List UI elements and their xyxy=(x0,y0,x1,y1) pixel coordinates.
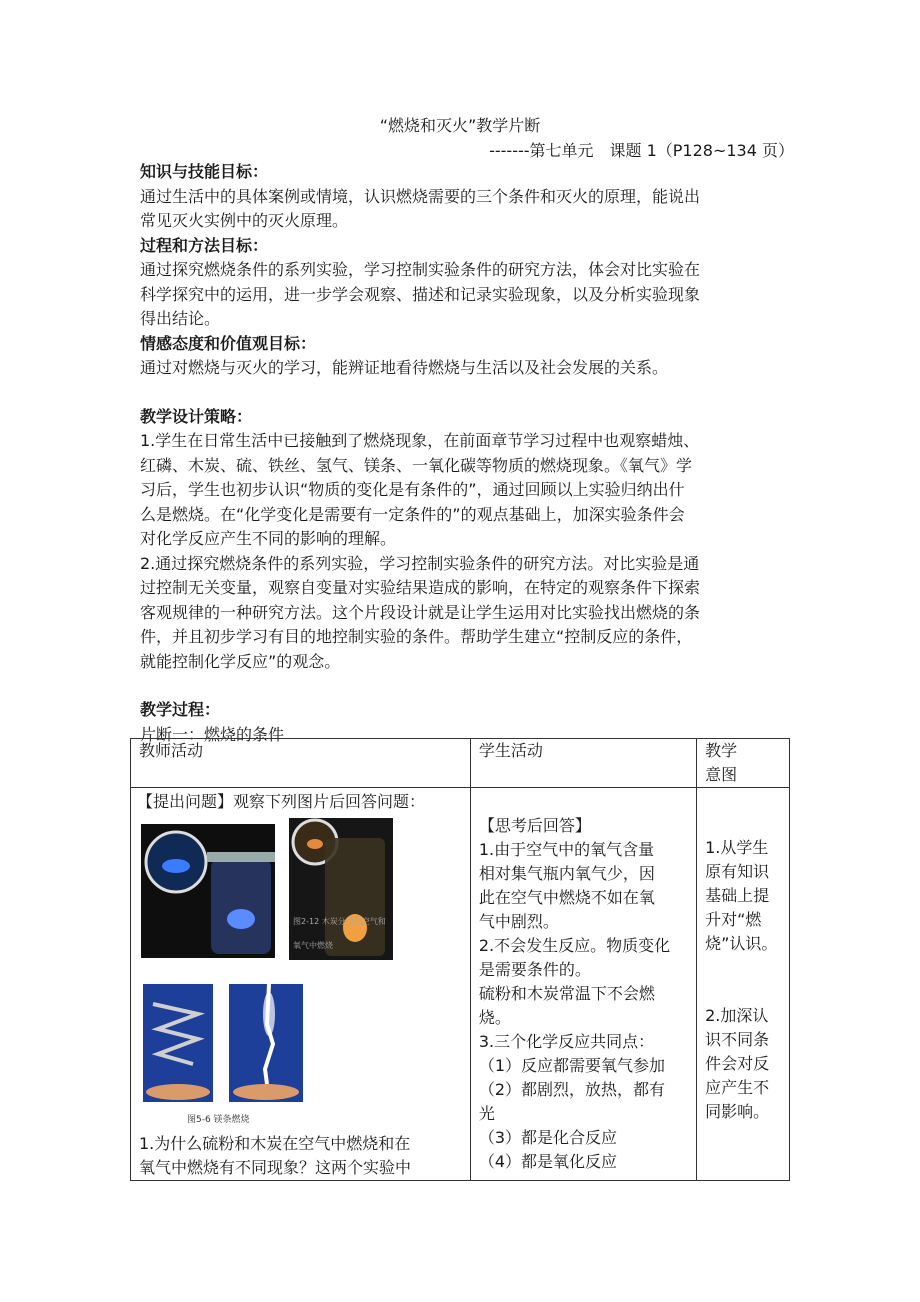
student-line: （3）都是化合反应 xyxy=(478,1128,617,1147)
strategy-line: 习后，学生也初步认识“物质的变化是有条件的”，通过回顾以上实验归纳出什 xyxy=(140,480,685,499)
intent-line: 同影响。 xyxy=(705,1102,770,1121)
student-activity-cell xyxy=(470,788,696,1181)
coil-illustration xyxy=(143,984,213,1102)
question-line: 氧气中燃烧有不同现象？这两个实验中 xyxy=(139,1158,412,1177)
process-goal-line: 得出结论。 xyxy=(140,309,221,328)
strategy-line: 客观规律的一种研究方法。这个片段设计就是让学生运用对比实验找出燃烧的条 xyxy=(140,602,701,622)
spacer xyxy=(140,674,790,698)
burning-strip-illustration xyxy=(229,984,303,1102)
teacher-activity-cell xyxy=(131,788,471,1181)
magnesium-coil-photo xyxy=(143,984,213,1102)
figure1-caption: 图2-12 木炭分别在空气和氧气中燃烧 xyxy=(293,917,386,950)
emotion-heading: 情感态度和价值观目标： xyxy=(140,333,317,353)
student-line: 气中剧烈。 xyxy=(478,912,559,931)
header-intent-line2: 意图 xyxy=(705,765,738,784)
burning-flask-illustration xyxy=(141,824,275,958)
magnesium-burning-photo xyxy=(229,984,303,1102)
table-row xyxy=(131,788,790,1181)
strategy-line: 就能控制化学反应”的观念。 xyxy=(140,651,341,671)
intent-line: 基础上提 xyxy=(705,886,770,905)
knowledge-line: 通过生活中的具体案例或情境，认识燃烧需要的三个条件和灭火的原理，能说出 xyxy=(140,186,701,206)
student-line: 相对集气瓶内氧气少，因 xyxy=(478,864,655,883)
strategy-line: 件，并且初步学习有目的地控制实验的条件。帮助学生建立“控制反应的条件， xyxy=(140,627,693,646)
strategy-line: 2.通过探究燃烧条件的系列实验，学习控制实验条件的研究方法。对比实验是通 xyxy=(140,553,700,573)
strategy-line: 对化学反应产生不同的影响的理解。 xyxy=(140,529,397,548)
emotion-line: 通过对燃烧与灭火的学习，能辨证地看待燃烧与生活以及社会发展的关系。 xyxy=(140,358,669,377)
table-header-row xyxy=(131,739,790,788)
process-goal-line: 科学探究中的运用，进一步学会观察、描述和记录实验现象，以及分析实验现象 xyxy=(140,284,701,304)
header-intent-line1: 教学 xyxy=(705,741,738,760)
strategy-line: 红磷、木炭、硫、铁丝、氢气、镁条、一氧化碳等物质的燃烧现象。《氧气》学 xyxy=(140,455,693,475)
figure-area xyxy=(139,816,462,1126)
student-line: 烧。 xyxy=(478,1008,511,1027)
document-body xyxy=(140,160,790,747)
intent-line: 2.加深认 xyxy=(705,1006,769,1025)
document-subtitle: -------第七单元 课题 1（P128~134 页） xyxy=(489,141,794,160)
header-teacher: 教师活动 xyxy=(131,739,471,788)
process-goal-line: 通过探究燃烧条件的系列实验，学习控制实验条件的研究方法，体会对比实验在 xyxy=(140,260,701,279)
intent-line: 烧”认识。 xyxy=(705,934,778,953)
student-line: 1.由于空气中的氧气含量 xyxy=(478,840,655,859)
intent-line: 应产生不 xyxy=(705,1078,770,1097)
knowledge-line: 常见灭火实例中的灭火原理。 xyxy=(140,211,349,230)
header-student: 学生活动 xyxy=(470,739,696,788)
intent-line: 1.从学生 xyxy=(705,838,769,857)
intent-line: 件会对反 xyxy=(705,1054,770,1073)
student-line: 2.不会发生反应。物质变化 xyxy=(478,936,671,955)
student-line: 光 xyxy=(478,1104,495,1123)
student-line: 硫粉和木炭常温下不会燃 xyxy=(478,984,655,1003)
student-line: 3.三个化学反应共同点： xyxy=(478,1032,655,1051)
header-intent xyxy=(697,739,790,788)
teacher-intro: 【提出问题】观察下列图片后回答问题： xyxy=(137,792,426,811)
strategy-line: 么是燃烧。在“化学变化是需要有一定条件的”的观点基础上，加深实验条件会 xyxy=(140,504,685,524)
student-line: 此在空气中燃烧不如在氧 xyxy=(478,888,655,907)
figure2-caption: 图5-6 镁条燃烧 xyxy=(187,1115,250,1125)
spacer xyxy=(140,381,790,405)
knowledge-heading: 知识与技能目标： xyxy=(140,162,269,181)
student-line: 是需要条件的。 xyxy=(478,960,591,979)
spacer xyxy=(705,956,781,1004)
intent-line: 升对“燃 xyxy=(705,910,762,929)
strategy-line: 过控制无关变量，观察自变量对实验结果造成的影响，在特定的观察条件下探索 xyxy=(140,578,701,597)
intent-line: 识不同条 xyxy=(705,1030,770,1049)
lesson-table xyxy=(130,738,790,1181)
student-line: （2）都剧烈，放热，都有 xyxy=(478,1080,665,1099)
student-line: （4）都是氧化反应 xyxy=(478,1152,617,1171)
strategy-heading: 教学设计策略： xyxy=(140,406,253,426)
strategy-line: 1.学生在日常生活中已接触到了燃烧现象，在前面章节学习过程中也观察蜡烛、 xyxy=(140,431,700,450)
student-line: 【思考后回答】 xyxy=(478,816,591,835)
process-goal-heading: 过程和方法目标： xyxy=(140,235,269,255)
document-title: “燃烧和灭火”教学片断 xyxy=(379,116,541,135)
process-heading: 教学过程： xyxy=(140,700,221,719)
charcoal-burning-photo xyxy=(141,824,275,958)
question-line: 1.为什么硫粉和木炭在空气中燃烧和在 xyxy=(139,1134,411,1153)
charcoal-air-photo xyxy=(289,818,393,960)
intent-cell xyxy=(697,788,790,1181)
segment-label: 片断一：燃烧的条件 xyxy=(140,724,285,744)
intent-line: 原有知识 xyxy=(705,862,770,881)
student-line: （1）反应都需要氧气参加 xyxy=(478,1056,665,1075)
